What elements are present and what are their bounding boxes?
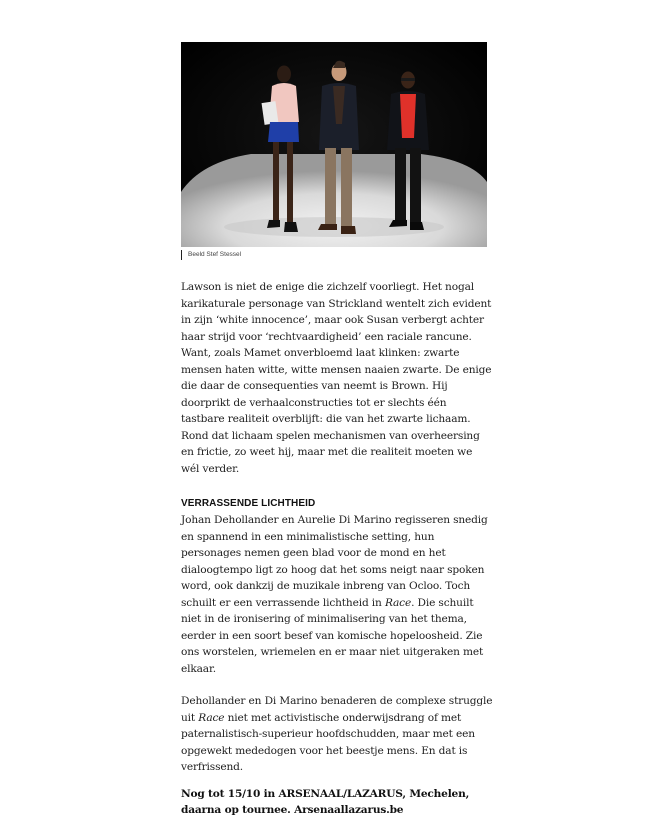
- paragraph-3-text-a: Dehollander en Di Marino benaderen de complexe struggle uit: [181, 695, 493, 724]
- play-title: Race: [384, 596, 412, 609]
- paragraph-3-text-b: niet met activistische onderwijsdrang of met paternalistisch-superieur hoofdschudden, maar met een opgewekt mededogen voor het beestje mens. En dat is verfrissend.: [181, 711, 475, 773]
- article-body: [181, 279, 493, 819]
- play-title: Race: [198, 711, 225, 724]
- section-heading: VERRASSENDE LICHTHEID: [181, 498, 316, 509]
- article-paragraph-3: [181, 693, 493, 776]
- article-paragraph-2: [181, 512, 493, 677]
- article-photo: [181, 42, 487, 247]
- stage-photo-illustration: [181, 42, 487, 247]
- article-paragraph-1: Lawson is niet de enige die zichzelf voorliegt. Het nogal karikaturale personage van Strickland wentelt zich evident in zijn ‘white innocence’, maar ook Susan verbergt achter haar strijd voor ‘rechtvaardigheid’ een raciale rancune. Want, zoals Mamet onverbloemd laat klinken: zwarte mensen haten witte, witte mensen naaien zwarte. De enige die daar de consequenties van neemt is Brown. Hij doorprikt de verhaalconstructies tot er slechts één tastbare realiteit overblijft: die van het zwarte lichaam. Rond dat lichaam spelen mechanismen van overheersing en frictie, zo weet hij, maar met die realiteit moeten we wél verder.: [181, 281, 492, 475]
- paragraph-2-text-a: Johan Dehollander en Aurelie Di Marino regisseren snedig en spannend in een minimalistische setting, hun personages nemen geen blad voor de mond en het dialoogtempo ligt zo hoog dat het soms neigt naar spoken word, ook dankzij de muzikale inbreng van Ocloo. Toch schuilt er een verrassende lichtheid in: [181, 514, 488, 609]
- performance-info: Nog tot 15/10 in ARSENAAL/LAZARUS, Mechelen, daarna op tournee. Arsenaallazarus.be: [181, 787, 470, 816]
- photo-credit: Beeld Stef Stessel: [181, 250, 241, 260]
- paragraph-2-text-b: . Die schuilt niet in de ironisering of minimalisering van het thema, eerder in een soort besef van komische hopeloosheid. Zie ons worstelen, wriemelen en er maar niet uitgeraken met elkaar.: [181, 596, 484, 675]
